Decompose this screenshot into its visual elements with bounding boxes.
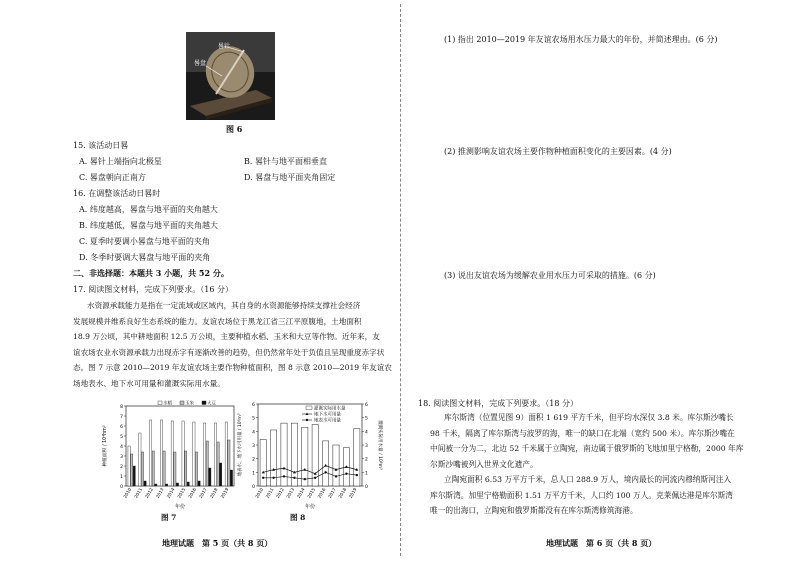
fig7-bar-水稻 <box>150 420 152 486</box>
q16-option-a: A. 纬度越高，晷盘与地平面的夹角越大 <box>79 205 218 214</box>
fig8-xtick-label: 2014 <box>296 487 307 500</box>
fig7-xtick-label: 2014 <box>166 487 177 500</box>
fig7-bar-玉米 <box>217 442 219 486</box>
q17-line-3: 18.9 万公顷，其中耕地面积 12.5 万公顷，主要种植水稻、玉米和大豆等作物。近年来，友 <box>73 332 380 341</box>
fig6-label-dial: 晷盘 <box>194 60 207 67</box>
q17-line-2: 发展规模并维系良好生态系统的能力。友谊农场位于黑龙江省三江平原腹地，土地面积 <box>73 316 362 326</box>
fig7-legend-label: 玉米 <box>185 401 194 407</box>
fig7-bar-水稻 <box>214 423 216 486</box>
fig8-ytick-left-label: 3 <box>252 444 255 449</box>
fig7-ytick-label: 5 <box>120 435 123 440</box>
fig8-legend-label: 地下水可用量 <box>314 412 341 418</box>
fig7-bar-大豆 <box>133 466 135 486</box>
fig7-bar-玉米 <box>163 451 165 486</box>
q17-sub-3: (3) 说出友谊农场为缓解农业用水压力可采取的措施。(6 分) <box>444 271 656 280</box>
fig8-ytick-right-label: 1 <box>365 471 368 477</box>
fig8-ytick-right-label: 2 <box>365 457 368 463</box>
fig8-ytick-left-label: 2 <box>252 457 255 463</box>
fig8-point-surfacewater <box>356 474 358 476</box>
fig7-bar-玉米 <box>228 440 230 486</box>
fig8-line-地下水可用量 <box>263 466 357 474</box>
fig7-legend-swatch-玉米 <box>180 401 184 405</box>
fig7-bar-玉米 <box>141 452 143 486</box>
fig8-point-surfacewater <box>324 471 326 473</box>
fig8-xtick-label: 2015 <box>307 487 317 500</box>
fig8-ytick-left-label: 6 <box>252 403 255 408</box>
fig7-bar-大豆 <box>165 484 167 486</box>
fig8-point-surfacewater <box>345 473 347 475</box>
q17-line-4: 谊农场农业水资源承载力出现赤字有逐渐改善的趋势，但仍然常年处于负值且呈现重度赤字状 <box>73 347 385 357</box>
fig7-bar-水稻 <box>160 420 162 486</box>
fig8-ytick-right-label: 5 <box>365 416 368 422</box>
fig8-bar-irrigation <box>302 427 308 486</box>
q17-line-5: 态。图 7 示意 2010—2019 年友谊农场主要作物种植面积，图 8 示意 2010—2019 年友谊农 <box>73 363 392 372</box>
fig8-xtick-label: 2017 <box>327 487 338 500</box>
q18-stem: 18. 阅读图文材料，完成下列要求。（18 分） <box>418 399 578 408</box>
fig7-ytick-label: 2 <box>120 465 123 470</box>
fig8-xtick-label: 2010 <box>255 487 265 500</box>
fig8-point-surfacewater <box>262 477 264 479</box>
fig7-ytick-label: 7 <box>120 415 123 420</box>
fig8-bar-irrigation <box>333 445 339 486</box>
fig7-bar-大豆 <box>198 481 200 486</box>
q18-line-5: 立陶宛面积 6.53 万平方千米，总人口 288.9 万人，境内最长的河流内穆纳斯河注入 <box>444 475 732 484</box>
fig7-xlabel: 年份 <box>174 504 186 510</box>
fig8-point-surfacewater <box>272 477 274 479</box>
fig8-ytick-left-label: 0 <box>252 485 255 490</box>
fig8-ytick-right-label: 6 <box>365 403 368 408</box>
fig7-bar-玉米 <box>131 454 133 486</box>
fig7-bar-水稻 <box>182 421 184 486</box>
figure-8-chart <box>236 398 386 510</box>
fig8-ylabel-right: 灌溉实际用水量 / 10⁸m³ <box>377 420 382 470</box>
sundial-photo <box>186 32 275 120</box>
fig7-xtick-label: 2011 <box>134 487 144 500</box>
fig8-point-surfacewater <box>304 478 306 480</box>
fig7-bar-玉米 <box>152 451 154 486</box>
q16-option-c: C. 夏季时要调小晷盘与地平面的夹角 <box>79 237 210 246</box>
fig7-bar-大豆 <box>219 463 221 486</box>
q17-stem: 17. 阅读图文材料，完成下列要求。（16 分） <box>73 285 233 294</box>
fig8-ytick-right-label: 4 <box>365 430 368 436</box>
fig8-ytick-right-label: 0 <box>365 485 368 490</box>
fig6-caption: 图 6 <box>226 124 243 134</box>
fig7-bar-玉米 <box>174 452 176 486</box>
fig8-xtick-label: 2018 <box>338 487 349 500</box>
fig7-bar-水稻 <box>128 446 130 486</box>
fig8-xtick-label: 2011 <box>265 487 276 500</box>
q15-option-d: D. 晷盘与地平面夹角固定 <box>244 173 336 182</box>
fig7-bar-大豆 <box>144 481 146 486</box>
fig8-ylabel-left: 地表水、地下水可用量 / 10⁸m³ <box>238 413 243 477</box>
fig8-xtick-label: 2012 <box>275 487 286 500</box>
q18-material <box>430 410 743 519</box>
fig8-ytick-left-label: 1 <box>252 471 255 477</box>
fig7-ytick-label: 4 <box>120 445 123 450</box>
section-2-heading: 二、非选择题：本题共 3 小题，共 52 分。 <box>73 268 229 278</box>
q16-option-b: B. 纬度越低，晷盘与地平面的夹角越大 <box>79 221 218 230</box>
footer-page-5: 地理试题 第 5 页（共 8 页） <box>162 538 273 548</box>
fig7-bar-水稻 <box>225 422 227 486</box>
fig7-bar-玉米 <box>185 451 187 486</box>
fig7-caption: 图 7 <box>161 513 177 522</box>
q15-stem: 15. 该活动日晷 <box>73 141 129 150</box>
q15-option-c: C. 晷盘朝向正南方 <box>79 173 146 182</box>
q18-line-4: 尔斯沙嘴被列入世界文化遗产。 <box>430 459 538 469</box>
right-page <box>400 0 794 561</box>
fig8-xtick-label: 2019 <box>348 487 359 500</box>
fig7-bar-水稻 <box>171 421 173 486</box>
fig8-line-地表水可用量 <box>263 472 357 479</box>
fig7-legend-label: 大豆 <box>207 401 216 407</box>
q15-option-b: B. 晷针与地平面相垂直 <box>244 157 327 166</box>
q16-option-d: D. 冬季时要调大晷盘与地平面的夹角 <box>79 253 211 262</box>
fig8-bar-irrigation <box>260 440 266 486</box>
fig8-legend-label: 灌溉实际用水量 <box>314 406 346 412</box>
fig7-ytick-label: 1 <box>120 475 123 480</box>
q17-line-1: 水资源承载能力是指在一定流域或区域内，其自身的水资源能够持续支撑社会经济 <box>87 301 361 310</box>
fig8-xtick-label: 2016 <box>317 487 328 500</box>
fig7-ytick-label: 8 <box>120 405 123 410</box>
q18-line-6: 库尔斯湾。加里宁格勒面积 1.51 万平方千米，人口约 100 万人。克莱佩达港是库尔斯湾 <box>430 490 733 500</box>
fig7-bar-水稻 <box>204 423 206 486</box>
fig7-xtick-label: 2015 <box>177 487 188 500</box>
fig7-ytick-label: 3 <box>120 455 123 460</box>
fig8-caption: 图 8 <box>290 513 306 522</box>
fig6-label-gnomon: 晷针 <box>218 43 231 50</box>
fig7-xtick-label: 2016 <box>188 487 198 500</box>
fig8-bar-irrigation <box>354 429 360 486</box>
fig7-ylabel: 种植面积 / 10⁴hm² <box>103 425 108 467</box>
q18-line-2: 98 千米，隔离了库尔斯湾与波罗的海，唯一的缺口在北端（宽约 500 米）。库尔斯沙嘴在 <box>430 428 735 438</box>
fig7-xtick-label: 2012 <box>144 487 155 500</box>
fig8-legend-swatch-bar <box>306 406 312 410</box>
fig7-ytick-label: 6 <box>120 425 123 430</box>
fig8-ytick-right-label: 3 <box>365 444 368 449</box>
fig8-point-surfacewater <box>283 475 285 477</box>
fig7-xtick-label: 2017 <box>198 487 209 500</box>
fig8-legend-marker-surfacewater <box>306 419 308 421</box>
fig8-xtick-label: 2013 <box>286 487 297 500</box>
fig7-bar-玉米 <box>206 441 208 486</box>
fig8-point-surfacewater <box>314 477 316 479</box>
fig8-point-surfacewater <box>293 477 295 479</box>
q18-line-1: 库尔斯湾（位置见图 9）面积 1 619 平方千米，但平均水深仅 3.8 米。库尔斯沙嘴长 <box>444 413 734 422</box>
fig8-xlabel: 年份 <box>304 504 316 510</box>
fig7-bar-大豆 <box>209 468 211 486</box>
q17-sub-1: (1) 指出 2010—2019 年友谊农场用水压力最大的年份，并简述理由。(6 分) <box>444 35 718 44</box>
footer-page-6: 地理试题 第 6 页（共 8 页） <box>546 538 657 548</box>
fig7-bar-大豆 <box>176 483 178 486</box>
fig8-ytick-left-label: 5 <box>252 416 255 422</box>
fig7-legend-swatch-大豆 <box>202 401 206 405</box>
q18-line-3: 中间被一分为二，北边 52 千米属于立陶宛，南边属于俄罗斯的飞地加里宁格勒，2000 年库 <box>430 444 744 453</box>
fig7-xtick-label: 2018 <box>209 487 220 500</box>
fig8-point-surfacewater <box>335 475 337 477</box>
fig8-bar-irrigation <box>322 441 328 486</box>
q18-line-7: 唯一的出海口，立陶宛和俄罗斯都没有在库尔斯湾修筑海港。 <box>430 506 638 515</box>
fig7-bar-大豆 <box>230 470 232 486</box>
q17-line-6: 场地表水、地下水可用量和灌溉实际用水量。 <box>73 378 225 388</box>
figure-7-chart <box>100 398 240 510</box>
q17-sub-2: (2) 推测影响友谊农场主要作物种植面积变化的主要因素。(4 分) <box>444 147 672 156</box>
fig8-ytick-left-label: 4 <box>252 430 255 436</box>
fig7-xtick-label: 2019 <box>220 487 231 500</box>
fig7-xtick-label: 2010 <box>123 487 134 500</box>
fig7-legend-label: 水稻 <box>163 401 172 407</box>
fig7-bar-玉米 <box>195 452 197 486</box>
q16-stem: 16. 在调整该活动日晷时 <box>73 189 161 198</box>
fig8-bar-irrigation <box>291 423 297 486</box>
fig7-ytick-label: 0 <box>120 485 123 490</box>
fig7-bar-大豆 <box>187 482 189 486</box>
fig7-legend-swatch-水稻 <box>158 401 162 405</box>
fig7-bar-大豆 <box>155 484 157 486</box>
q15-option-a: A. 晷针上端指向北极星 <box>79 157 162 166</box>
q17-material <box>73 298 392 391</box>
fig7-bar-水稻 <box>193 422 195 486</box>
fig7-bar-水稻 <box>139 433 141 486</box>
fig7-xtick-label: 2013 <box>155 487 166 500</box>
fig8-legend-label: 地表水可用量 <box>314 418 341 424</box>
